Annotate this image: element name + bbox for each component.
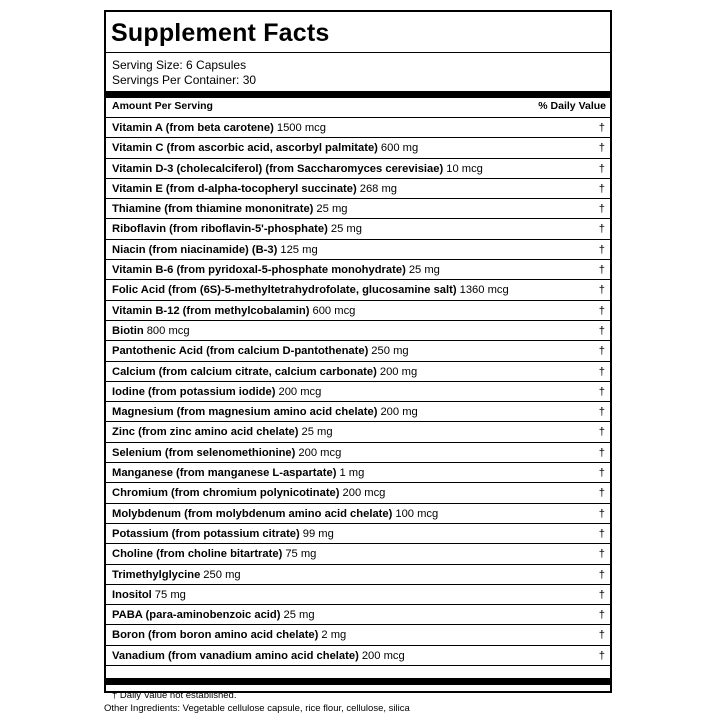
nutrient-daily-value: † (598, 203, 605, 216)
nutrient-amount: 200 mcg (298, 446, 342, 459)
nutrient-amount: 200 mcg (278, 385, 322, 398)
nutrient-daily-value: † (598, 122, 605, 134)
nutrient-name: Niacin (from niacinamide) (B-3) (112, 243, 278, 256)
nutrient-amount: 1500 mcg (276, 122, 326, 134)
nutrient-amount: 2 mg (321, 629, 347, 642)
column-header-row (112, 97, 606, 115)
nutrient-row (106, 280, 610, 300)
nutrient-name: Zinc (from zinc amino acid chelate) (112, 426, 299, 439)
nutrient-row (106, 463, 610, 483)
nutrient-name: Vitamin C (from ascorbic acid, ascorbyl palmitate) (112, 142, 378, 155)
nutrient-label (112, 118, 326, 138)
nutrient-label (112, 280, 509, 300)
nutrient-row (106, 483, 610, 503)
nutrient-daily-value: † (598, 568, 605, 581)
nutrient-name: Vitamin D-3 (cholecalciferol) (from Saccharomyces cerevisiae) (112, 162, 444, 175)
nutrient-row (106, 341, 610, 361)
nutrient-daily-value: † (598, 426, 605, 439)
nutrient-daily-value: † (598, 284, 605, 297)
nutrient-daily-value: † (598, 385, 605, 398)
nutrient-daily-value: † (598, 142, 605, 155)
nutrient-label (112, 443, 341, 463)
nutrient-name: Manganese (from manganese L-aspartate) (112, 467, 337, 480)
nutrient-daily-value: † (598, 649, 605, 662)
daily-value-header: % Daily Value (538, 100, 606, 112)
nutrient-label (112, 544, 316, 564)
nutrient-label (112, 585, 186, 605)
footer-thick-divider (106, 678, 610, 685)
nutrient-row (106, 625, 610, 645)
nutrient-name: Pantothenic Acid (from calcium D-pantothenate) (112, 345, 369, 358)
nutrient-row (106, 138, 610, 158)
amount-per-serving-header: Amount Per Serving (112, 100, 213, 112)
nutrient-name: Thiamine (from thiamine mononitrate) (112, 203, 314, 216)
nutrient-label (112, 341, 409, 361)
nutrient-name: Selenium (from selenomethionine) (112, 446, 296, 459)
nutrient-label (112, 159, 483, 179)
nutrient-row (106, 422, 610, 442)
nutrient-amount: 25 mg (408, 264, 440, 277)
nutrient-daily-value: † (598, 446, 605, 459)
other-ingredients: Other Ingredients: Vegetable cellulose capsule, rice flour, cellulose, silica (104, 703, 410, 714)
nutrient-amount: 800 mcg (146, 324, 190, 337)
nutrient-row (106, 443, 610, 463)
nutrient-name: Molybdenum (from molybdenum amino acid chelate) (112, 507, 393, 520)
nutrient-name: Choline (from choline bitartrate) (112, 548, 283, 561)
nutrient-daily-value: † (598, 324, 605, 337)
nutrient-amount: 600 mcg (312, 304, 356, 317)
nutrient-name: Vitamin B-12 (from methylcobalamin) (112, 304, 310, 317)
nutrient-daily-value: † (598, 527, 605, 540)
nutrient-label (112, 565, 241, 585)
nutrient-row (106, 646, 610, 666)
nutrient-label (112, 625, 346, 645)
nutrient-row (106, 402, 610, 422)
nutrient-daily-value: † (598, 365, 605, 378)
nutrient-amount: 600 mg (380, 142, 419, 155)
nutrient-name: Vitamin B-6 (from pyridoxal-5-phosphate monohydrate) (112, 264, 406, 277)
nutrient-name: Inositol (112, 588, 152, 601)
nutrient-label (112, 422, 333, 442)
nutrient-amount: 25 mg (301, 426, 333, 439)
nutrient-amount: 200 mg (380, 406, 418, 419)
nutrient-label (112, 199, 347, 219)
supplement-facts-panel (104, 10, 612, 701)
nutrient-label (112, 219, 362, 239)
nutrient-amount: 75 mg (285, 548, 317, 561)
nutrient-name: PABA (para-aminobenzoic acid) (112, 609, 281, 622)
nutrient-label (112, 463, 364, 483)
nutrient-name: Vitamin A (from beta carotene) (112, 122, 274, 134)
nutrient-name: Boron (from boron amino acid chelate) (112, 629, 319, 642)
nutrient-amount: 250 mg (371, 345, 409, 358)
nutrient-daily-value: † (598, 548, 605, 561)
nutrient-amount: 200 mcg (361, 649, 405, 662)
nutrient-label (112, 362, 417, 382)
nutrient-label (112, 301, 355, 321)
nutrient-daily-value: † (598, 507, 605, 520)
nutrient-row (106, 585, 610, 605)
nutrient-row (106, 605, 610, 625)
daily-value-footnote: † Daily Value not established. (112, 690, 237, 701)
nutrient-row (106, 179, 610, 199)
nutrient-amount: 125 mg (280, 243, 318, 256)
nutrient-name: Chromium (from chromium polynicotinate) (112, 487, 340, 500)
nutrient-row (106, 544, 610, 564)
nutrient-label (112, 646, 405, 666)
nutrient-row (106, 321, 610, 341)
nutrient-daily-value: † (598, 406, 605, 419)
nutrient-name: Trimethylglycine (112, 568, 201, 581)
nutrient-name: Iodine (from potassium iodide) (112, 385, 276, 398)
nutrient-daily-value: † (598, 182, 605, 195)
nutrient-name: Vanadium (from vanadium amino acid chelate) (112, 649, 359, 662)
nutrient-row (106, 504, 610, 524)
nutrient-label (112, 402, 418, 422)
nutrient-amount: 75 mg (154, 588, 186, 601)
nutrient-amount: 250 mg (203, 568, 241, 581)
nutrient-row (106, 240, 610, 260)
nutrient-row (106, 301, 610, 321)
nutrient-table (106, 118, 610, 666)
nutrient-daily-value: † (598, 162, 605, 175)
nutrient-daily-value: † (598, 264, 605, 277)
nutrient-amount: 99 mg (302, 527, 334, 540)
nutrient-label (112, 524, 334, 544)
panel-title: Supplement Facts (111, 19, 330, 47)
nutrient-daily-value: † (598, 467, 605, 480)
nutrient-amount: 1360 mcg (459, 284, 509, 297)
nutrient-label (112, 260, 440, 280)
nutrient-daily-value: † (598, 243, 605, 256)
nutrient-label (112, 605, 315, 625)
nutrient-row (106, 260, 610, 280)
nutrient-row (106, 524, 610, 544)
nutrient-name: Vitamin E (from d-alpha-tocopheryl succinate) (112, 182, 357, 195)
nutrient-amount: 25 mg (316, 203, 348, 216)
nutrient-amount: 200 mg (379, 365, 418, 378)
nutrient-daily-value: † (598, 487, 605, 500)
nutrient-row (106, 118, 610, 138)
nutrient-amount: 200 mcg (342, 487, 386, 500)
nutrient-label (112, 504, 438, 524)
nutrient-daily-value: † (598, 304, 605, 317)
nutrient-name: Riboflavin (from riboflavin-5'-phosphate) (112, 223, 328, 236)
nutrient-row (106, 565, 610, 585)
nutrient-daily-value: † (598, 345, 605, 358)
nutrient-amount: 25 mg (283, 609, 315, 622)
nutrient-name: Calcium (from calcium citrate, calcium carbonate) (112, 365, 377, 378)
nutrient-label (112, 179, 397, 199)
nutrient-amount: 10 mcg (446, 162, 483, 175)
nutrient-label (112, 321, 190, 341)
nutrient-row (106, 219, 610, 239)
nutrient-daily-value: † (598, 588, 605, 601)
nutrient-label (112, 382, 321, 402)
servings-per-container: Servings Per Container: 30 (112, 73, 257, 87)
nutrient-name: Magnesium (from magnesium amino acid chelate) (112, 406, 378, 419)
nutrient-name: Folic Acid (from (6S)-5-methyltetrahydrofolate, glucosamine salt) (112, 284, 457, 297)
title-divider (106, 52, 610, 53)
nutrient-daily-value: † (598, 609, 605, 622)
nutrient-label (112, 138, 418, 158)
nutrient-name: Potassium (from potassium citrate) (112, 527, 300, 540)
nutrient-row (106, 362, 610, 382)
nutrient-daily-value: † (598, 223, 605, 236)
nutrient-amount: 1 mg (339, 467, 365, 480)
nutrient-amount: 268 mg (359, 182, 398, 195)
nutrient-amount: 25 mg (330, 223, 362, 236)
nutrient-label (112, 483, 385, 503)
nutrient-name: Biotin (112, 324, 144, 337)
nutrient-label (112, 240, 318, 260)
nutrient-row (106, 199, 610, 219)
nutrient-daily-value: † (598, 629, 605, 642)
serving-size: Serving Size: 6 Capsules (112, 58, 247, 72)
nutrient-row (106, 159, 610, 179)
nutrient-amount: 100 mcg (395, 507, 439, 520)
nutrient-row (106, 382, 610, 402)
